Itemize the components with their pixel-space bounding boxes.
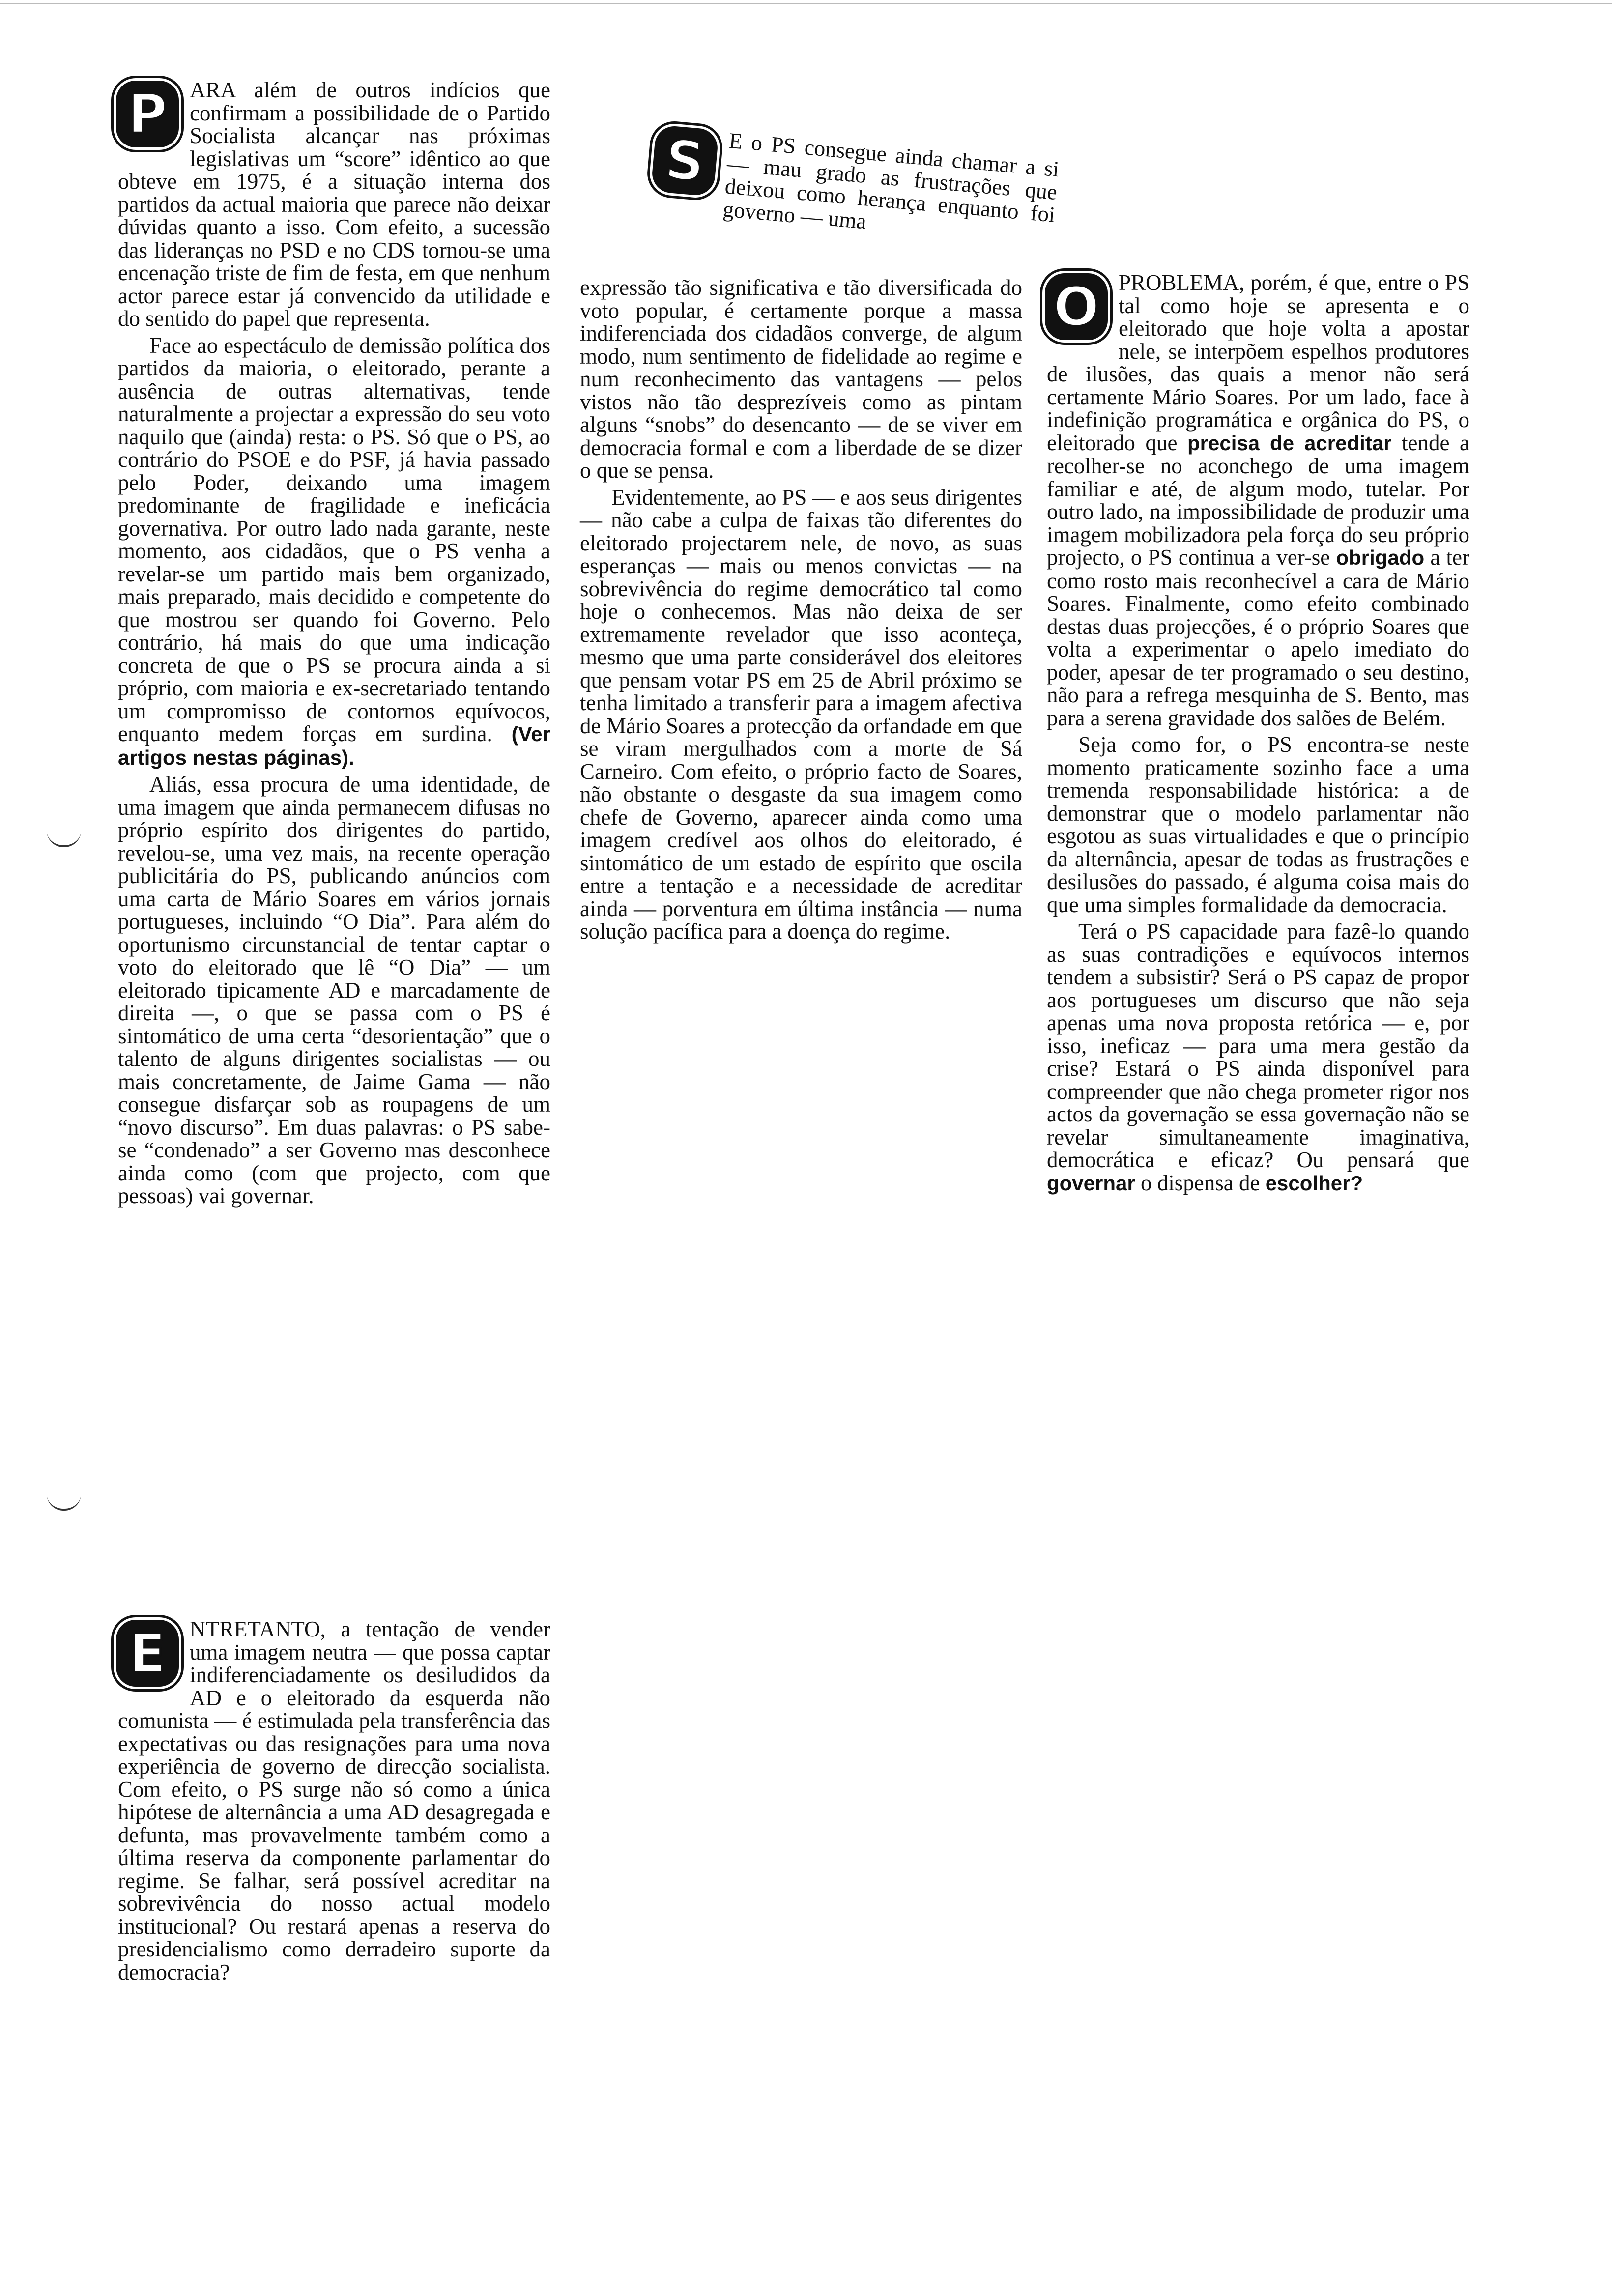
drop-cap-letter: O	[1053, 275, 1099, 338]
drop-cap	[651, 125, 719, 197]
bold-text-run: escolher?	[1265, 1171, 1363, 1195]
paragraph	[1047, 733, 1469, 916]
text-run: Aliás, essa procura de uma identidade, de uma imagem que ainda permanecem difusas no próprio espírito dos dirigentes do partido, revelou-se, uma vez mais, na recente operação publicitária do PS, publicando anúncios com uma carta de Mário Soares em vários jornais portugueses, incluindo “O Dia”. Para além do oportunismo circunstancial de tentar captar o voto do eleitorado que lê “O Dia” — um eleitorado tipicamente AD e marcadamente de direita —, o que se passa com o PS é sintomático de uma certa “desorientação” que o talento de alguns dirigentes socialistas — ou mais concretamente, de Jaime Gama — não consegue disfarçar sob as roupagens de um “novo discurso”. Em duas palavras: o PS sabe-se “condenado” a ser Governo mas desconhece ainda como (com que projecto, com que pessoas) vai governar.	[118, 772, 550, 1208]
drop-cap-letter: S	[662, 127, 707, 194]
paragraph	[1047, 271, 1469, 729]
text-run: tende a recolher-se no aconchego de uma imagem familiar e até, de algum modo, tutelar. Por outro lado, na impossibilidade de produzir uma imagem mobilizadora pela força do seu próprio projecto, o PS continua a ver-se	[1047, 430, 1470, 570]
binding-hole-mark	[47, 831, 81, 847]
text-run: Evidentemente, ao PS — e aos seus dirigentes — não cabe a culpa de faixas tão diferentes do eleitorado projectarem nele, de novo, as suas esperanças — mais ou menos convictas — na sobrevivência do regime democrático tal como hoje o conhecemos. Mas não deixa de ser extremamente revelador que isso aconteça, mesmo que uma parte considerável dos eleitores que pensam votar PS em 25 de Abril próximo se tenha limitado a transferir para a imagem afectiva de Mário Soares a protecção da orfandade em que se viram mergulhados com a morte de Sá Carneiro. Com efeito, o próprio facto de Soares, não obstante o desgaste da sua imagem como chefe de Governo, aparecer ainda como uma imagem credível aos olhos do eleitorado, é sintomático de um estado de espírito que oscila entre a tentação e a necessidade de acreditar ainda — porventura em última instância — numa solução pacífica para a doença do regime.	[580, 485, 1022, 944]
paragraph	[651, 123, 1060, 249]
article-column-2-intro	[650, 123, 1060, 253]
bold-text-run: precisa de acreditar	[1187, 431, 1392, 455]
bold-text-run: governar	[1047, 1171, 1135, 1195]
paragraph	[118, 79, 550, 330]
paragraph	[1047, 920, 1469, 1195]
text-run: Seja como for, o PS encontra-se neste momento praticamente sozinho face a uma tremenda responsabilidade histórica: a de demonstrar que o modelo parlamentar não esgotou as suas virtualidades e que o princípio da alternância, apesar de todas as frustrações e desilusões do passado, é alguma coisa mais do que uma simples formalidade da democracia.	[1047, 732, 1469, 917]
text-run: Terá o PS capacidade para fazê-lo quando as suas contradições e equívocos internos tendem a subsistir? Será o PS capaz de propor aos portugueses um discurso que não seja apenas uma nova proposta retórica — e, por isso, ineficaz — para uma mera gestão da crise? Estará o PS ainda disponível para compreender que não chega prometer rigor nos actos da governação se essa governação não se revelar simultaneamente imaginativa, democrática e eficaz? Ou pensará que	[1047, 919, 1469, 1172]
paragraph	[118, 773, 550, 1207]
text-run: a ter como rosto mais reconhecível a cara de Mário Soares. Finalmente, como efeito combinado destas duas projecções, é o próprio Soares que volta a experimentar o apelo imediato do poder, apesar de ter programado o seu destino, não para a refrega mesquinha de S. Bento, mas para a serena gravidade dos salões de Belém.	[1047, 545, 1470, 730]
bold-text-run: obrigado	[1336, 546, 1425, 569]
drop-cap	[116, 1620, 179, 1687]
drop-cap-letter: E	[129, 1622, 166, 1685]
article-column-3	[1047, 271, 1469, 1199]
article-column-1	[118, 79, 550, 1211]
paragraph	[580, 276, 1022, 482]
text-run: ARA além de outros indícios que confirmam a possibilidade de o Partido Socialista alcançar nas próximas legislativas um “score” idêntico ao que obteve em 1975, é a situação interna dos partidos da actual maioria que parece não deixar dúvidas quanto a isso. Com efeito, a sucessão das lideranças no PSD e no CDS tornou-se uma encenação triste de fim de festa, em que nenhum actor parece estar já convencido da utilidade e do sentido do papel que representa.	[118, 78, 550, 331]
bold-text-run: (Ver artigos nestas páginas).	[118, 722, 550, 769]
drop-cap-letter: P	[127, 83, 168, 145]
paragraph	[118, 334, 550, 770]
drop-cap	[1045, 273, 1108, 340]
article-column-1-lower	[118, 1618, 550, 1987]
scan-edge-line	[0, 3, 1612, 4]
paragraph	[580, 486, 1022, 943]
article-column-2	[580, 276, 1022, 947]
paragraph	[118, 1618, 550, 1983]
binding-hole-mark	[47, 1494, 81, 1511]
text-run: expressão tão significativa e tão diversificada do voto popular, é certamente porque a massa indiferenciada dos cidadãos converge, de algum modo, num sentimento de fidelidade ao regime e num reconhecimento das vantagens — pelos vistos não tão desprezíveis como as pintam alguns “snobs” do desencanto — de se viver em democracia formal e com a liberdade de se dizer o que se pensa.	[580, 275, 1022, 483]
text-run: Face ao espectáculo de demissão política dos partidos da maioria, o eleitorado, perante a ausência de outras alternativas, tende naturalmente a projectar a expressão do seu voto naquilo que (ainda) resta: o PS. Só que o PS, ao contrário do PSOE e do PSF, já havia passado pelo Poder, deixando uma imagem predominante de fragilidade e ineficácia governativa. Por outro lado nada garante, neste momento, aos cidadãos, que o PS venha a revelar-se um partido mais bem organizado, mais preparado, mais decidido e competente do que mostrou ser quando foi Governo. Pelo contrário, há mais do que uma indicação concreta de que o PS se procura ainda a si próprio, com maioria e ex-secretariado tentando um compromisso de contornos equívocos, enquanto medem forças em surdina.	[118, 333, 550, 746]
text-run: o dispensa de	[1135, 1170, 1266, 1195]
drop-cap	[116, 81, 179, 147]
text-run: NTRETANTO, a tentação de vender uma imagem neutra — que possa captar indiferenciadamente os desiludidos da AD e o eleitorado da esquerda não comunista — é estimulada pela transferência das expectativas ou das resignações para uma nova experiência de governo de direcção socialista. Com efeito, o PS surge não só como a única hipótese de alternância a uma AD desagregada e defunta, mas provavelmente também como a última reserva da componente parlamentar do regime. Se falhar, será possível acreditar na sobrevivência do nosso actual modelo institucional? Ou restará apenas a reserva do presidencialismo como derradeiro suporte da democracia?	[118, 1617, 550, 1984]
text-run: PROBLEMA, porém, é que, entre o PS tal como hoje se apresenta e o eleitorado que hoje volta a apostar nele, se interpõem espelhos produtores de ilusões, das quais a menor não será certamente Mário Soares. Por um lado, face à indefinição programática e orgânica do PS, o eleitorado que	[1047, 270, 1469, 455]
text-run: E o PS consegue ainda chamar a si — mau grado as frustrações que deixou como herança enquanto foi governo — uma	[722, 128, 1061, 233]
